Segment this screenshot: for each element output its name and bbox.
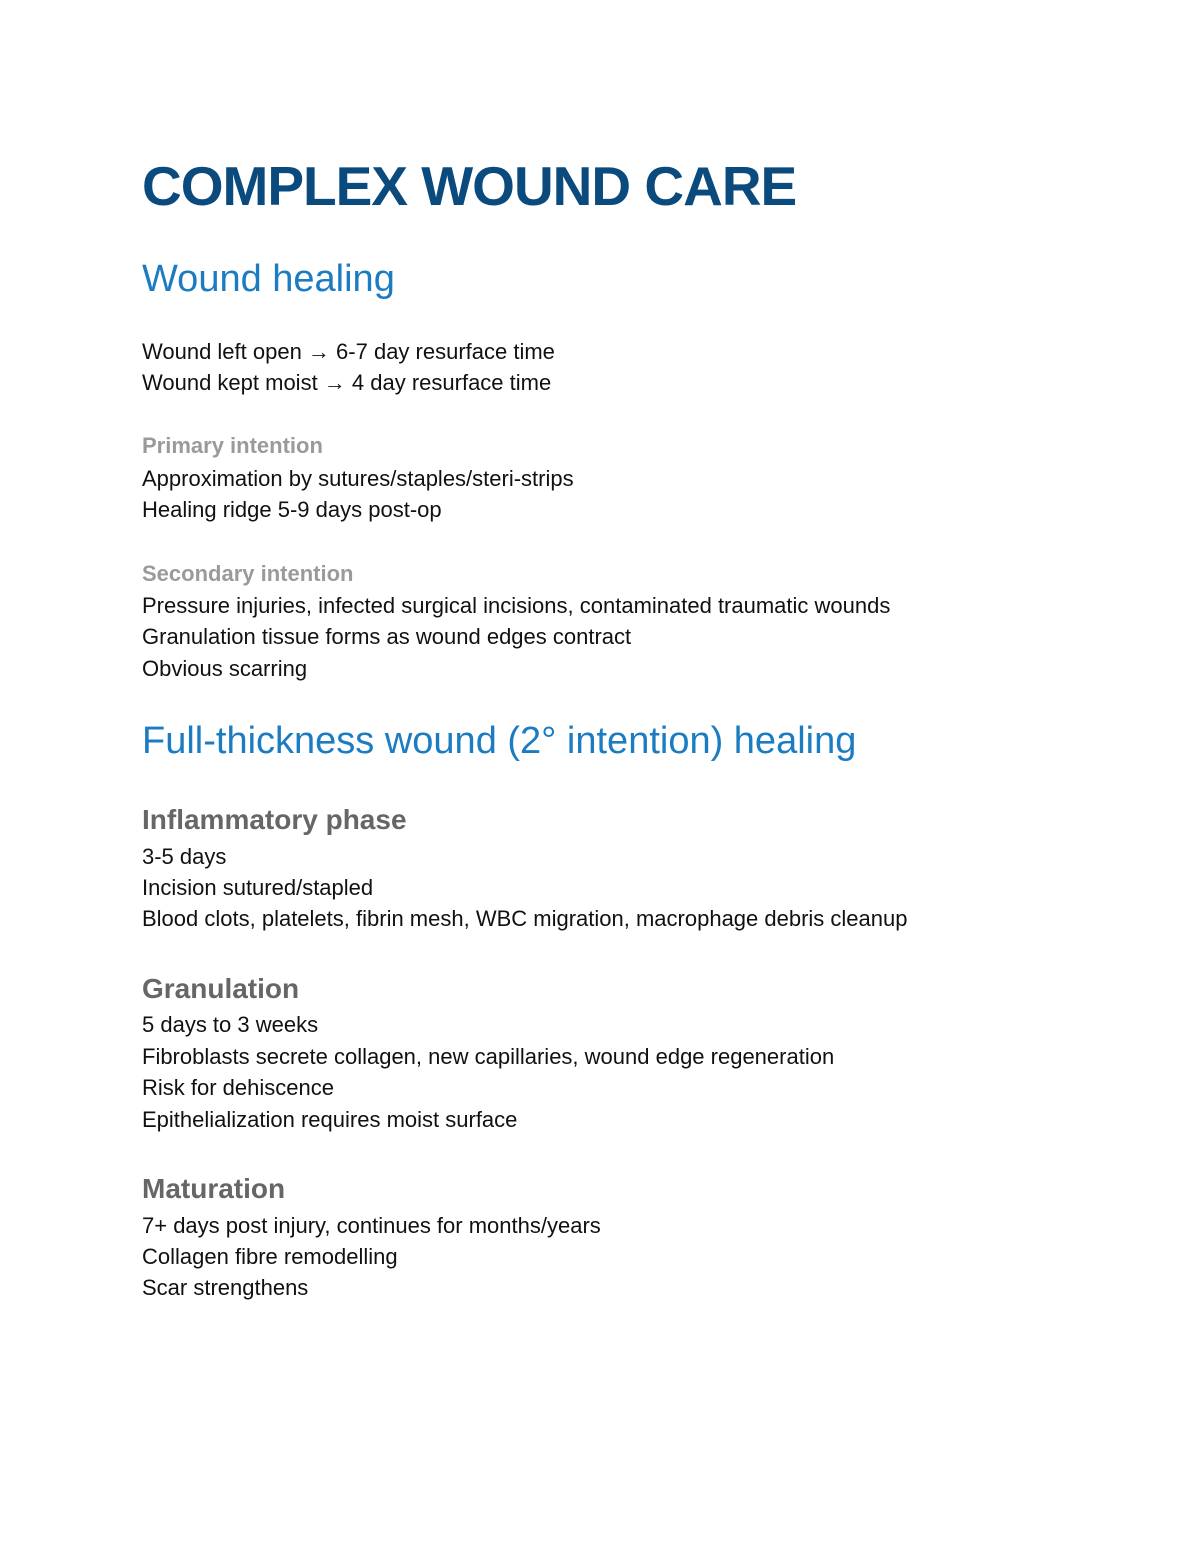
primary-intention-line: Healing ridge 5-9 days post-op [142,497,442,522]
maturation-line: Scar strengthens [142,1275,309,1300]
section-heading-wound-healing: Wound healing [142,258,395,300]
granulation-line: Epithelialization requires moist surface [142,1107,518,1132]
inflammatory-line: Blood clots, platelets, fibrin mesh, WBC migration, macrophage debris cleanup [142,906,908,931]
subheading-granulation: Granulation [142,973,300,1004]
granulation-line: 5 days to 3 weeks [142,1012,319,1037]
maturation-line: 7+ days post injury, continues for months/years [142,1213,601,1238]
document-title: COMPLEX WOUND CARE [142,155,797,217]
wound-healing-line: Wound kept moist → 4 day resurface time [142,370,552,395]
wound-healing-line: Wound left open → 6-7 day resurface time [142,339,555,364]
granulation-line: Risk for dehiscence [142,1075,334,1100]
secondary-intention-line: Granulation tissue forms as wound edges contract [142,624,632,649]
subheading-secondary-intention: Secondary intention [142,561,354,586]
secondary-intention-line: Pressure injuries, infected surgical incisions, contaminated traumatic wounds [142,593,891,618]
granulation-line: Fibroblasts secrete collagen, new capillaries, wound edge regeneration [142,1044,835,1069]
inflammatory-line: Incision sutured/stapled [142,875,374,900]
primary-intention-line: Approximation by sutures/staples/steri-strips [142,466,574,491]
secondary-intention-line: Obvious scarring [142,656,308,681]
subheading-inflammatory-phase: Inflammatory phase [142,804,407,835]
maturation-line: Collagen fibre remodelling [142,1244,398,1269]
section-heading-full-thickness: Full-thickness wound (2° intention) healing [142,720,857,762]
subheading-maturation: Maturation [142,1173,286,1204]
subheading-primary-intention: Primary intention [142,433,323,458]
inflammatory-line: 3-5 days [142,844,227,869]
